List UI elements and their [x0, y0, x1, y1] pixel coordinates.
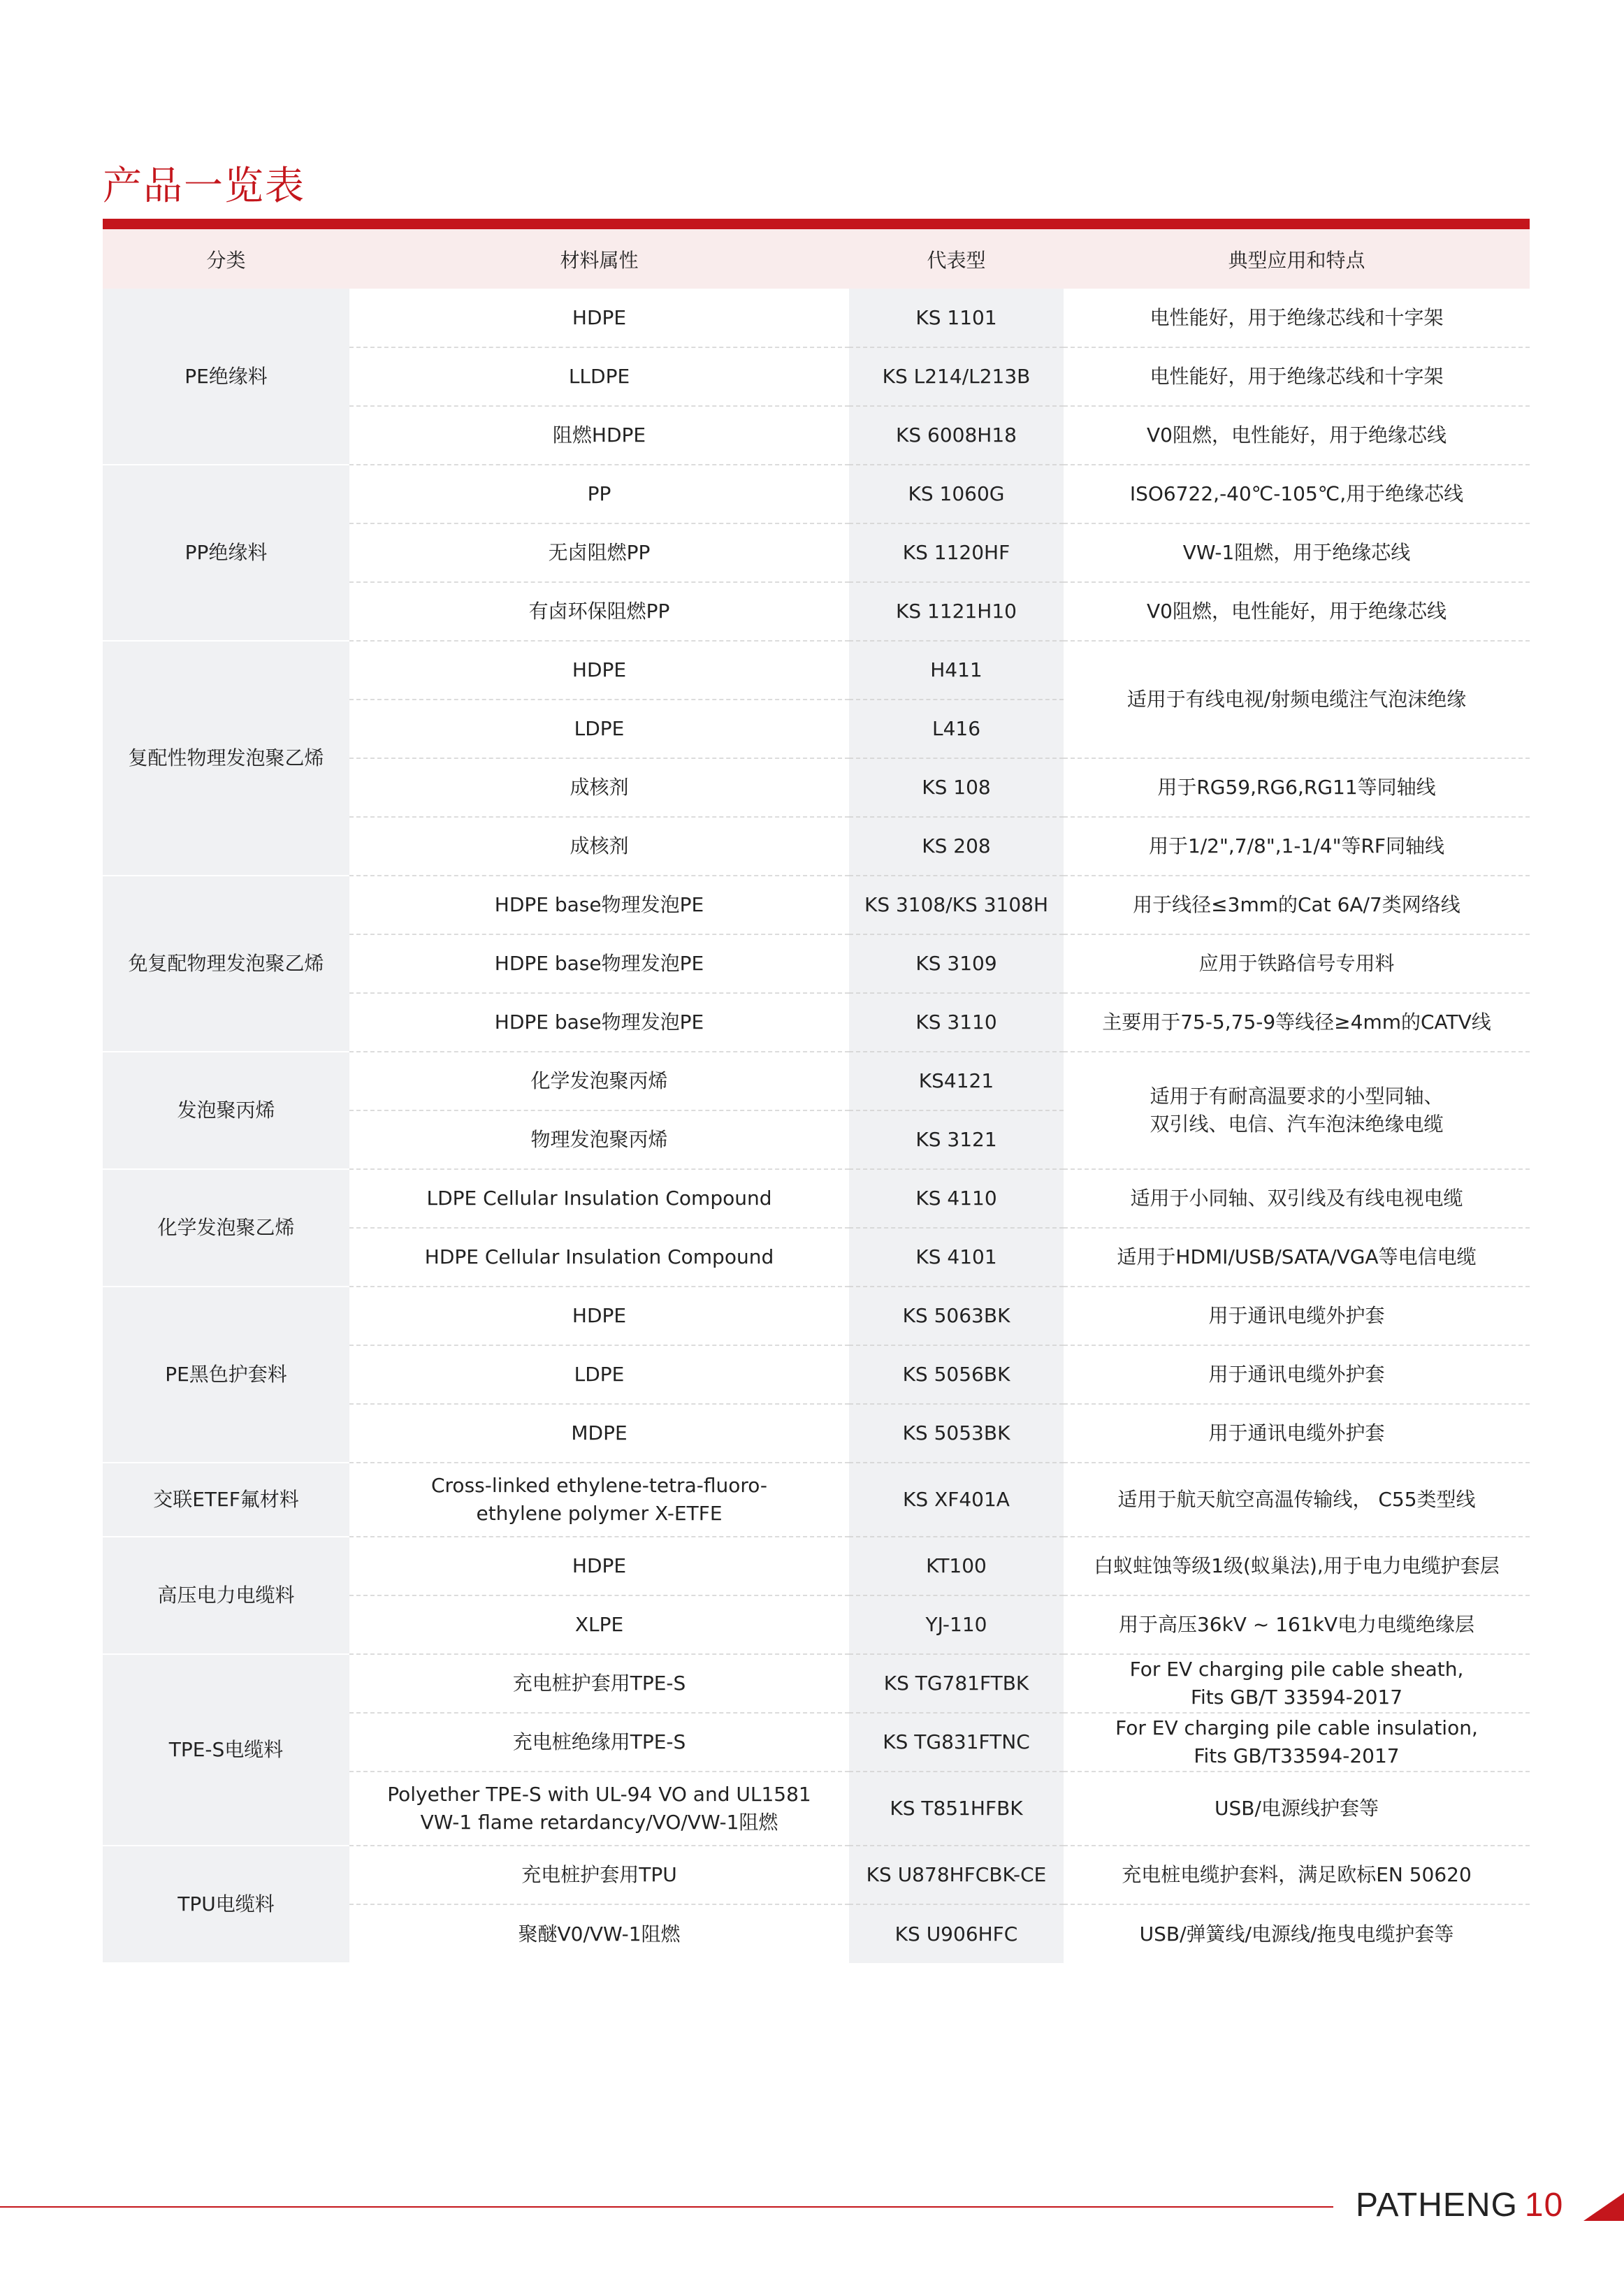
- table-row: [103, 1169, 1530, 1228]
- material-cell: LDPE: [349, 700, 849, 758]
- application-cell: 用于通讯电缆外护套: [1064, 1287, 1530, 1345]
- category-cell: TPU电缆料: [103, 1846, 349, 1963]
- column-header: 材料属性: [349, 229, 849, 289]
- material-cell: HDPE base物理发泡PE: [349, 934, 849, 993]
- material-cell: 充电桩护套用TPE-S: [349, 1654, 849, 1713]
- footer-line: [0, 2206, 1333, 2208]
- table-row: [103, 1537, 1530, 1595]
- column-header: 典型应用和特点: [1064, 229, 1530, 289]
- material-cell: HDPE base物理发泡PE: [349, 876, 849, 934]
- material-cell: 物理发泡聚丙烯: [349, 1110, 849, 1169]
- brand-name: PATHENG: [1356, 2187, 1518, 2224]
- material-cell: 无卤阻燃PP: [349, 523, 849, 582]
- table-row: [103, 1287, 1530, 1345]
- application-cell: 用于高压36kV ~ 161kV电力电缆绝缘层: [1064, 1595, 1530, 1654]
- material-cell: LDPE Cellular Insulation Compound: [349, 1169, 849, 1228]
- model-cell: KS 5056BK: [849, 1345, 1064, 1404]
- application-cell: 用于RG59,RG6,RG11等同轴线: [1064, 758, 1530, 817]
- model-cell: KS L214/L213B: [849, 347, 1064, 406]
- model-cell: L416: [849, 700, 1064, 758]
- footer-brand: [1356, 2186, 1563, 2224]
- material-cell: 成核剂: [349, 817, 849, 876]
- material-cell: HDPE Cellular Insulation Compound: [349, 1228, 849, 1287]
- product-table: [103, 229, 1530, 1964]
- material-cell: 充电桩护套用TPU: [349, 1846, 849, 1904]
- table-row: [103, 876, 1530, 934]
- category-cell: 免复配物理发泡聚乙烯: [103, 876, 349, 1052]
- page-title: 产品一览表: [103, 164, 305, 209]
- model-cell: H411: [849, 641, 1064, 700]
- material-cell: 阻燃HDPE: [349, 406, 849, 465]
- table-body: [103, 289, 1530, 1963]
- model-cell: KS U878HFCBK-CE: [849, 1846, 1064, 1904]
- material-cell: Polyether TPE-S with UL-94 VO and UL1581 VW-1 flame retardancy/VO/VW-1阻燃: [349, 1772, 849, 1846]
- model-cell: KS T851HFBK: [849, 1772, 1064, 1846]
- material-cell: Cross-linked ethylene-tetra-fluoro- ethylene polymer X-ETFE: [349, 1463, 849, 1537]
- model-cell: KS 4110: [849, 1169, 1064, 1228]
- application-cell: 用于通讯电缆外护套: [1064, 1345, 1530, 1404]
- application-cell: 充电桩电缆护套料，满足欧标EN 50620: [1064, 1846, 1530, 1904]
- model-cell: KS 1120HF: [849, 523, 1064, 582]
- model-cell: KS 3121: [849, 1110, 1064, 1169]
- column-header: 分类: [103, 229, 349, 289]
- material-cell: XLPE: [349, 1595, 849, 1654]
- table-row: [103, 1463, 1530, 1537]
- model-cell: YJ-110: [849, 1595, 1064, 1654]
- material-cell: HDPE: [349, 641, 849, 700]
- material-cell: 有卤环保阻燃PP: [349, 582, 849, 641]
- model-cell: KS 6008H18: [849, 406, 1064, 465]
- category-cell: PE黑色护套料: [103, 1287, 349, 1463]
- model-cell: KS U906HFC: [849, 1904, 1064, 1963]
- material-cell: LDPE: [349, 1345, 849, 1404]
- category-cell: 高压电力电缆料: [103, 1537, 349, 1654]
- material-cell: MDPE: [349, 1404, 849, 1463]
- application-cell: V0阻燃，电性能好，用于绝缘芯线: [1064, 582, 1530, 641]
- model-cell: KS TG831FTNC: [849, 1713, 1064, 1772]
- application-cell: 适用于航天航空高温传输线， C55类型线: [1064, 1463, 1530, 1537]
- application-cell: For EV charging pile cable insulation, Fits GB/T33594-2017: [1064, 1713, 1530, 1772]
- page-number: 10: [1524, 2187, 1564, 2224]
- application-cell: USB/弹簧线/电源线/拖曳电缆护套等: [1139, 1922, 1454, 1946]
- material-cell: 聚醚V0/VW-1阻燃: [518, 1922, 681, 1946]
- model-cell: KS 1121H10: [849, 582, 1064, 641]
- category-cell: PE绝缘料: [103, 289, 349, 465]
- model-cell: KS TG781FTBK: [849, 1654, 1064, 1713]
- application-cell: 白蚁蛀蚀等级1级(蚁巢法),用于电力电缆护套层: [1064, 1537, 1530, 1595]
- application-cell: USB/电源线护套等: [1064, 1772, 1530, 1846]
- model-cell: KS XF401A: [849, 1463, 1064, 1537]
- model-cell: KS 1101: [849, 289, 1064, 347]
- material-cell: HDPE: [349, 289, 849, 347]
- model-cell: KT100: [849, 1537, 1064, 1595]
- table-row: [103, 1846, 1530, 1904]
- material-cell: HDPE: [349, 1287, 849, 1345]
- model-cell: KS 5063BK: [849, 1287, 1064, 1345]
- application-cell: V0阻燃，电性能好，用于绝缘芯线: [1064, 406, 1530, 465]
- category-cell: 复配性物理发泡聚乙烯: [103, 641, 349, 876]
- application-cell: ISO6722,-40℃-105℃,用于绝缘芯线: [1064, 465, 1530, 523]
- table-row: [103, 1654, 1530, 1713]
- material-cell: 充电桩绝缘用TPE-S: [349, 1713, 849, 1772]
- material-cell: 成核剂: [349, 758, 849, 817]
- table-header: [103, 229, 1530, 289]
- table-row: [103, 1052, 1530, 1110]
- application-cell: 电性能好，用于绝缘芯线和十字架: [1064, 347, 1530, 406]
- column-header: 代表型: [849, 229, 1064, 289]
- application-cell: 适用于HDMI/USB/SATA/VGA等电信电缆: [1064, 1228, 1530, 1287]
- model-cell: KS 1060G: [849, 465, 1064, 523]
- model-cell: KS4121: [849, 1052, 1064, 1110]
- material-cell: 化学发泡聚丙烯: [349, 1052, 849, 1110]
- category-cell: 交联ETEF氟材料: [103, 1463, 349, 1537]
- application-cell: 用于通讯电缆外护套: [1064, 1404, 1530, 1463]
- category-cell: 化学发泡聚乙烯: [103, 1169, 349, 1287]
- application-cell: 用于线径≤3mm的Cat 6A/7类网络线: [1064, 876, 1530, 934]
- model-cell: KS 208: [849, 817, 1064, 876]
- model-cell: KS 3109: [849, 934, 1064, 993]
- application-cell: 主要用于75-5,75-9等线径≥4mm的CATV线: [1064, 993, 1530, 1052]
- application-cell: For EV charging pile cable sheath, Fits GB/T 33594-2017: [1064, 1654, 1530, 1713]
- table-row: [103, 289, 1530, 347]
- application-cell: 适用于小同轴、双引线及有线电视电缆: [1064, 1169, 1530, 1228]
- model-cell: KS 3110: [849, 993, 1064, 1052]
- title-red-bar: [103, 219, 1530, 229]
- table-row: [103, 641, 1530, 700]
- category-cell: PP绝缘料: [103, 465, 349, 641]
- material-cell: LLDPE: [349, 347, 849, 406]
- application-cell: 适用于有线电视/射频电缆注气泡沫绝缘: [1064, 641, 1530, 758]
- application-cell: 应用于铁路信号专用料: [1064, 934, 1530, 993]
- category-cell: TPE-S电缆料: [103, 1654, 349, 1846]
- material-cell: PP: [349, 465, 849, 523]
- material-cell: HDPE base物理发泡PE: [349, 993, 849, 1052]
- model-cell: KS 5053BK: [849, 1404, 1064, 1463]
- table-row: [103, 465, 1530, 523]
- model-cell: KS 3108/KS 3108H: [849, 876, 1064, 934]
- category-cell: 发泡聚丙烯: [103, 1052, 349, 1169]
- application-cell: VW-1阻燃，用于绝缘芯线: [1064, 523, 1530, 582]
- model-cell: KS 4101: [849, 1228, 1064, 1287]
- application-cell: 电性能好，用于绝缘芯线和十字架: [1064, 289, 1530, 347]
- model-cell: KS 108: [849, 758, 1064, 817]
- application-cell: 用于1/2",7/8",1-1/4"等RF同轴线: [1064, 817, 1530, 876]
- material-cell: HDPE: [349, 1537, 849, 1595]
- application-cell: 适用于有耐高温要求的小型同轴、 双引线、电信、汽车泡沫绝缘电缆: [1064, 1052, 1530, 1169]
- corner-accent: [1583, 2193, 1624, 2221]
